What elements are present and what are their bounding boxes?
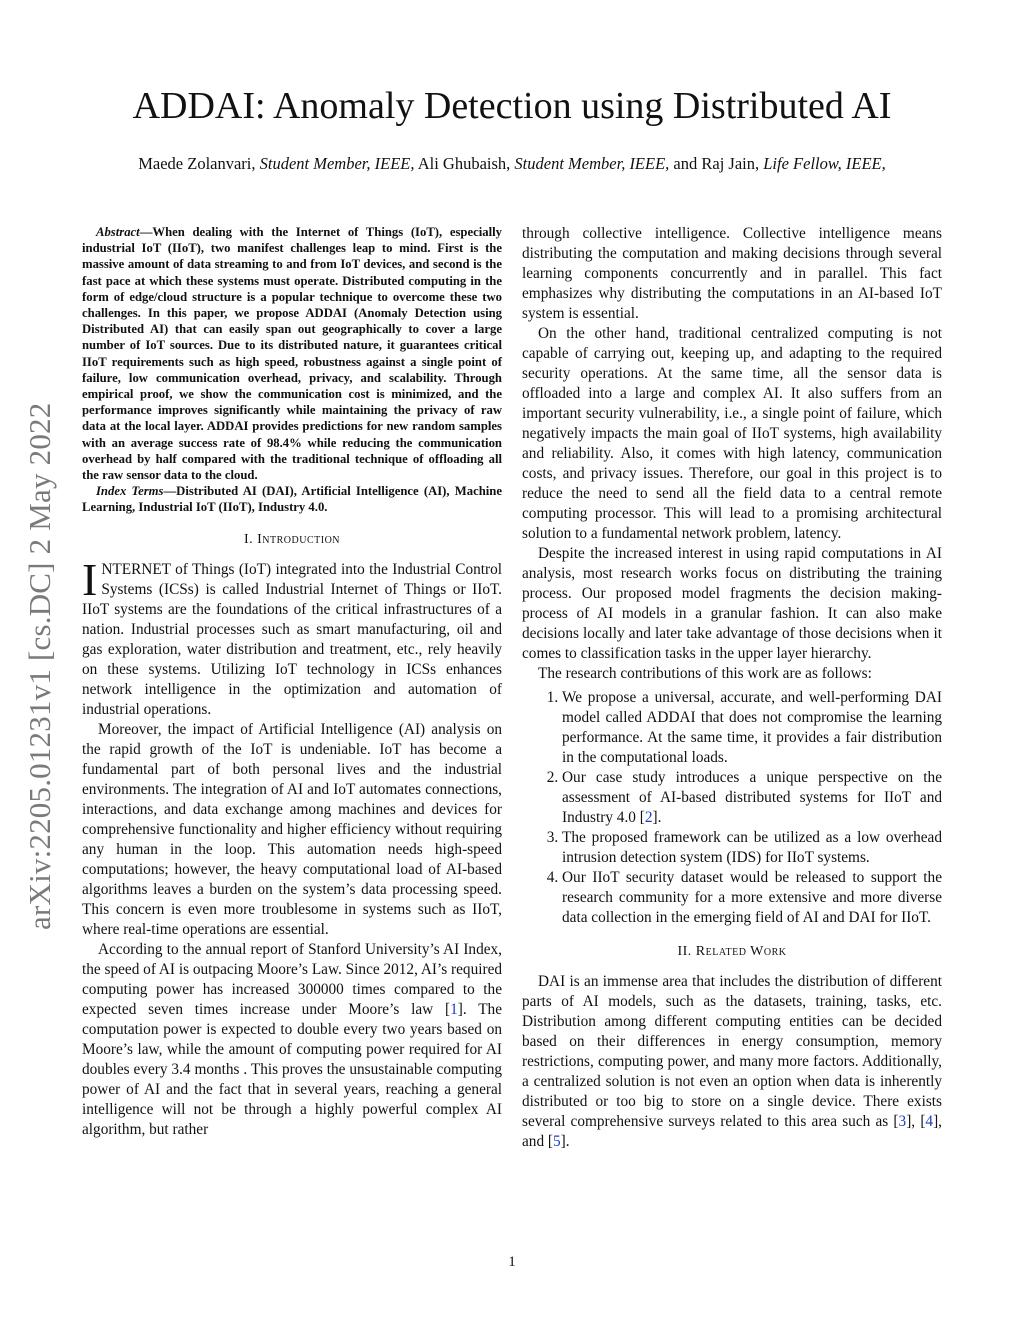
contributions-list [522,688,942,928]
paragraph-text: DAI is an immense area that includes the distribution of different parts of AI models, such as the datasets, training, tasks, etc. Distribution among different computing entities can be decided based on their differences in energy consumption, memory restrictions, computing power, and many more factors. Additionally, a centralized solution is not even an option when data is inherently distributed or too big to store on a single device. There exists several comprehensive surveys related to this area such as [ [522,973,942,1130]
paragraph-text: ], [ [906,1113,926,1130]
related-work-paragraph-1 [522,972,942,1152]
intro-paragraph-2: Moreover, the impact of Artificial Intelligence (AI) analysis on the rapid growth of the IoT is undeniable. IoT has become a fundamental part of both personal lives and the industrial environments. The integration of AI and IoT automates connections, interactions, and data exchange among machines and devices for comprehensive functionality and higher efficiency without requiring any human in the loop. This automation needs high-speed computations; however, the heavy computational load of AI-based algorithms leaves a burden on the system’s data processing speed. This concern is even more troublesome in systems such as IIoT, where real-time operations are essential. [82,720,502,938]
left-column [82,224,502,1140]
intro-paragraph-5: On the other hand, traditional centralized computing is not capable of carrying out, keeping up, and adapting to the required security operations. At the same time, all the sensor data is offloaded into a large and complex AI. It also suffers from an important security vulnerability, i.e., a single point of failure, which negatively impacts the main goal of IIoT systems, high availability and reliability. Also, it comes with high latency, communication costs, and privacy issues. Therefore, our goal in this project is to reduce the need to send all the field data to a central remote computing processor. This will lead to a promising architectural solution to a fundamental network problem, latency. [522,325,942,542]
page-number: 1 [508,1254,516,1270]
list-item-text: Our case study introduces a unique perspective on the assessment of AI-based distributed systems for IIoT and Industry 4.0 [ [562,769,942,826]
arxiv-identifier: arXiv:2205.01231v1 [cs.DC] 2 May 2022 [22,402,57,930]
section-heading-introduction: I. Introduction [243,531,341,547]
citation-link-5[interactable]: 5 [553,1133,561,1150]
citation-link-2[interactable]: 2 [644,809,653,826]
author-affiliation: Student Member, IEEE, [514,154,670,173]
intro-paragraph-4: through collective intelligence. Collective intelligence means distributing the computation and making decisions through several learning components concurrently and in parallel. This fact emphasizes why distributing the computations in an AI-based IoT system is essential. [522,225,942,322]
list-item-text: ]. [652,809,662,826]
paper-title: ADDAI: Anomaly Detection using Distributed AI [132,85,892,127]
author-list [0,152,1024,176]
index-terms-text: —Distributed AI (DAI), Artificial Intelligence (AI), Machine Learning, Industrial IoT (IIoT), Industry 4.0. [82,484,502,515]
author-affiliation: Life Fellow, IEEE, [763,154,886,173]
citation-link-1[interactable]: 1 [450,1000,458,1018]
paragraph-text: ], and [ [522,1113,942,1150]
author-affiliation: Student Member, IEEE, [259,154,415,173]
drop-cap: I [82,553,98,605]
paragraph-text: NTERNET of Things (IoT) integrated into the Industrial Control Systems (ICSs) is called Industrial Internet of Things or IIoT. IIoT systems are the foundations of the critical infrastructures of a nation. Industrial processes such as smart manufacturing, oil and gas exploration, water distribution and treatment, etc., rely heavily on these systems. Utilizing IoT technology in ICSs enhances network intelligence in the optimization and automation of industrial operations. [82,560,502,718]
paragraph-text: According to the annual report of Stanford University’s AI Index, the speed of AI is outpacing Moore’s Law. Since 2012, AI’s required computing power has increased 300000 times compared to the expected seven times increase under Moore’s law [ [82,940,503,1018]
list-item: 1. We propose a universal, accurate, and well-performing DAI model called ADDAI that does not compromise the learning performance. At the same time, it provides a fair distribution in the computational loads. [562,688,942,768]
abstract-label: Abstract [96,225,140,239]
section-heading-related-work: II. Related Work [677,944,787,959]
abstract-text: —When dealing with the Internet of Things (IoT), especially industrial IoT (IIoT), two manifest challenges leap to mind. First is the massive amount of data streaming to and from IoT devices, and second is the fast pace at which these systems must operate. Distributed computing in the form of edge/cloud structure is a popular technique to overcome these two challenges. In this paper, we propose ADDAI (Anomaly Detection using Distributed AI) that can easily span out geographically to cover a large number of IoT sources. Due to its distributed nature, it guarantees critical IIoT requirements such as high speed, robustness against a single point of failure, low communication overhead, privacy, and scalability. Through empirical proof, we show the communication cost is minimized, and the performance improves significantly while maintaining the privacy of raw data at the local layer. ADDAI provides predictions for new random samples with an average success rate of 98.4% while reducing the communication overhead by half compared with the traditional technique of offloading all the raw sensor data to the cloud. [82,225,502,483]
list-item: 3. The proposed framework can be utilized as a low overhead intrusion detection system (IDS) for IIoT systems. [562,828,942,868]
author-name: Maede Zolanvari, [138,154,260,173]
citation-link-4[interactable]: 4 [925,1113,934,1130]
index-terms [82,483,502,515]
intro-paragraph-7: The research contributions of this work are as follows: [538,665,872,682]
intro-paragraph-1 [82,553,502,720]
author-name: and Raj Jain, [669,154,764,173]
list-item: 4. Our IIoT security dataset would be released to support the research community for a more extensive and more diverse data collection in the emerging field of AI and DAI for IIoT. [562,868,942,928]
paragraph-text: ]. The computation power is expected to double every two years based on Moore’s law, while the amount of computing power required for AI doubles every 3.4 months . This proves the unsustainable computing power of AI and the fact that in several years, reaching a general intelligence will not be through a highly powerful complex AI algorithm, but rather [82,1000,502,1138]
abstract [82,224,502,483]
paragraph-text: ]. [560,1133,570,1150]
author-name: Ali Ghubaish, [414,154,515,173]
right-column [522,224,942,1152]
list-item [562,768,942,828]
index-terms-label: Index Terms [96,484,164,499]
intro-paragraph-6: Despite the increased interest in using rapid computations in AI analysis, most research works focus on distributing the training process. Our proposed model fragments the decision making-process of AI models in a granular fashion. It can also make decisions locally and later take advantage of those decisions when it comes to classification tasks in the upper layer hierarchy. [522,545,942,662]
intro-paragraph-3 [82,940,502,1140]
citation-link-3[interactable]: 3 [898,1113,907,1130]
